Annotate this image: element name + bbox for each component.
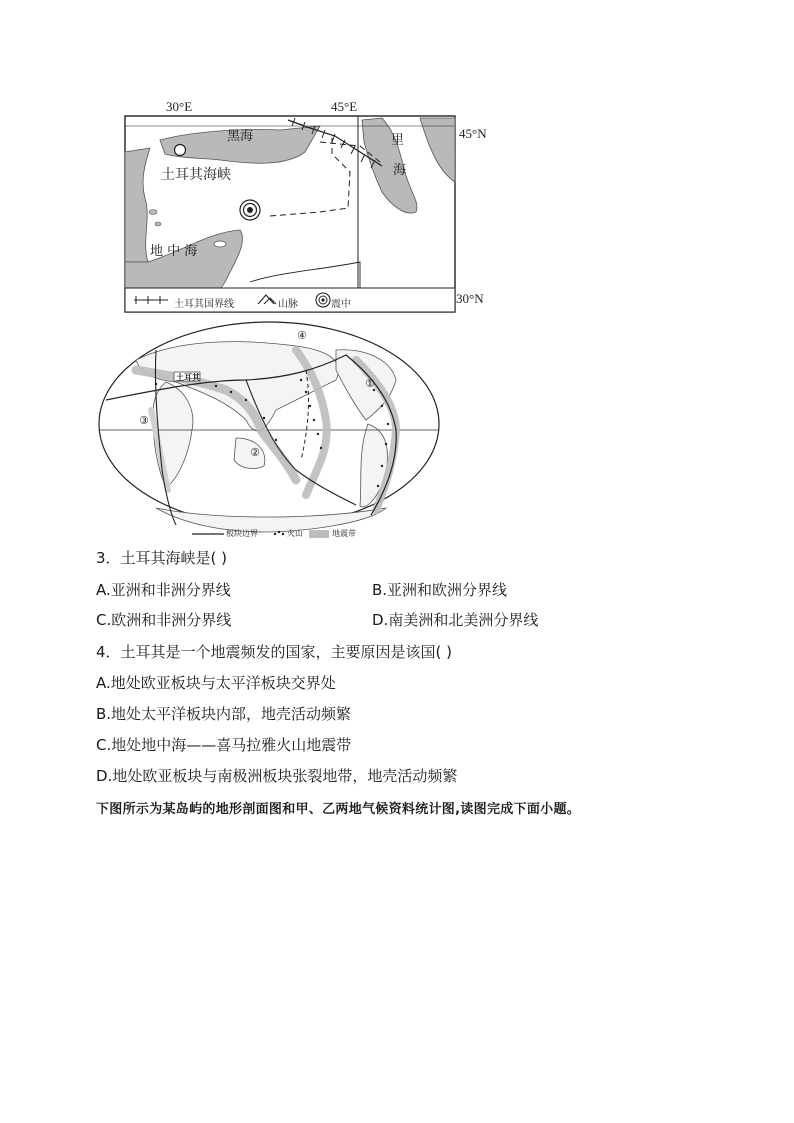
- black-sea-label: 黑海: [227, 129, 254, 144]
- lat-30n-label: 30°N: [456, 291, 484, 306]
- turkey-label: 土耳其: [176, 373, 200, 382]
- q3-stem: 3．土耳其海峡是( ): [96, 549, 228, 567]
- q4-option-a[interactable]: A.地处欧亚板块与太平洋板块交界处: [96, 674, 336, 692]
- legend-quake-label: 地震带: [332, 529, 356, 538]
- lon-30e-label: 30°E: [166, 99, 193, 114]
- legend-plate-label: 板块边界: [226, 529, 258, 538]
- caspian-label-1: 里: [391, 133, 405, 148]
- legend-mountain-label: 山脉: [278, 299, 298, 310]
- legend-border-label: 土耳其国界线: [174, 299, 234, 310]
- legend-volcano-label: 火山: [287, 529, 303, 538]
- world-plate-map: [96, 320, 442, 542]
- marker-4: ④: [297, 329, 307, 342]
- marker-2: ②: [250, 446, 260, 459]
- turkish-strait-label: 土耳其海峡: [161, 167, 231, 183]
- marker-1: ①: [365, 377, 375, 390]
- q3-option-a[interactable]: A.亚洲和非洲分界线: [96, 581, 231, 599]
- q3-option-d[interactable]: D.南美洲和北美洲分界线: [372, 611, 539, 629]
- q4-option-b[interactable]: B.地处太平洋板块内部，地壳活动频繁: [96, 705, 352, 723]
- legend-epicenter-label: 震中: [331, 299, 351, 310]
- turkey-region-map: [120, 112, 465, 317]
- q3-option-c[interactable]: C.欧洲和非洲分界线: [96, 611, 232, 629]
- caspian-label-2: 海: [393, 163, 407, 178]
- marker-3: ③: [139, 414, 149, 427]
- lon-45e-label: 45°E: [331, 99, 358, 114]
- q4-stem: 4．土耳其是一个地震频发的国家，主要原因是该国( ): [96, 643, 453, 661]
- q4-option-d[interactable]: D.地处欧亚板块与南极洲板块张裂地带，地壳活动频繁: [96, 767, 458, 785]
- q4-option-c[interactable]: C.地处地中海——喜马拉雅火山地震带: [96, 736, 352, 754]
- mediterranean-label: 地 中 海: [150, 244, 198, 259]
- q3-option-b[interactable]: B.亚洲和欧洲分界线: [372, 581, 508, 599]
- next-section-intro: 下图所示为某岛屿的地形剖面图和甲、乙两地气候资料统计图,读图完成下面小题。: [96, 802, 581, 817]
- lat-45n-label: 45°N: [459, 126, 487, 141]
